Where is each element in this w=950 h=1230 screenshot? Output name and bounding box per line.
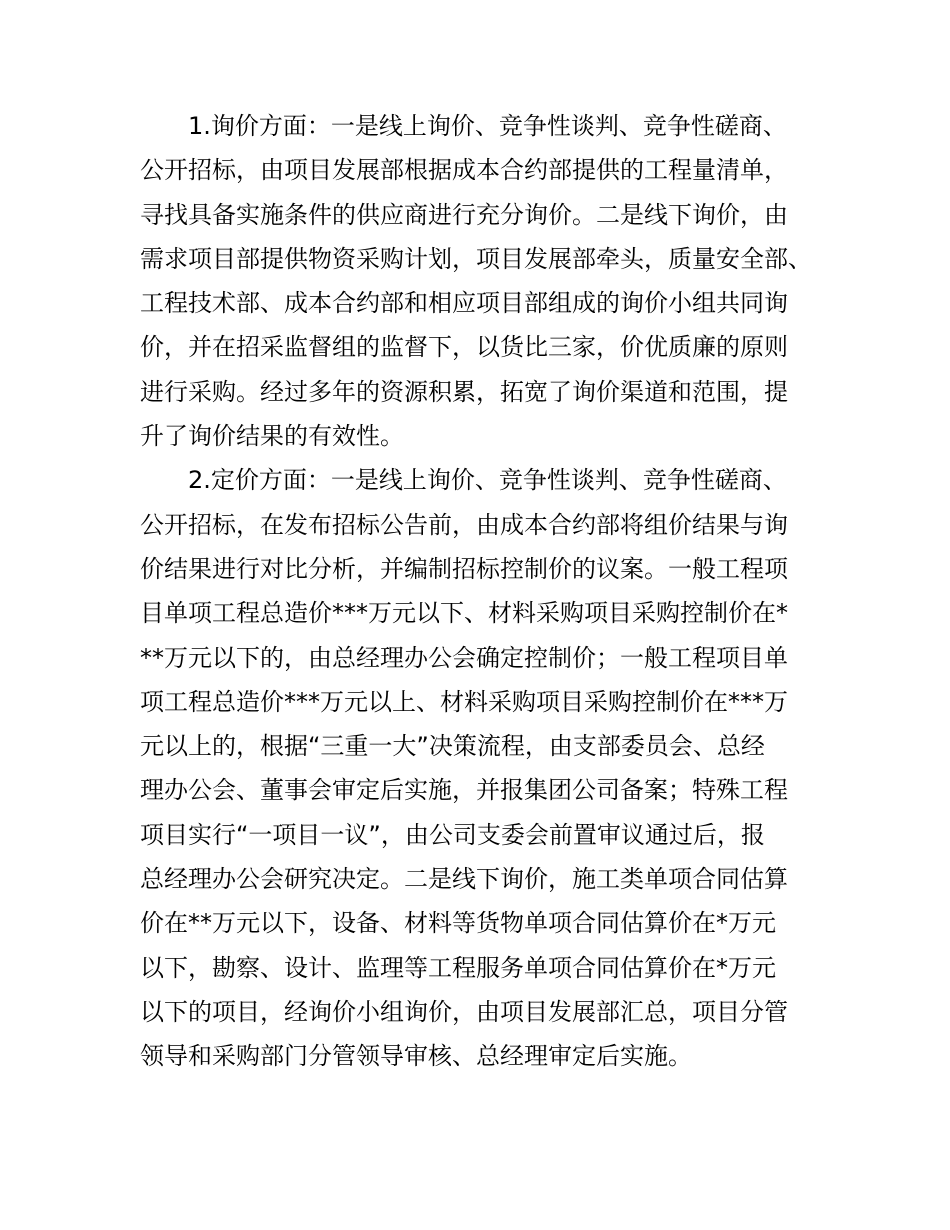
- text-line: 项工程总造价***万元以上、材料采购项目采购控制价在***万: [140, 687, 788, 716]
- text-line: 元以上的，根据“三重一大”决策流程，由支部委员会、总经: [140, 732, 765, 761]
- text-line: 价，并在招采监督组的监督下，以货比三家，价优质廉的原则: [140, 333, 788, 362]
- text-line: 1.询价方面：一是线上询价、竞争性谈判、竞争性磋商、: [188, 112, 787, 140]
- text-line: 目单项工程总造价***万元以下、材料采购项目采购控制价在*: [140, 599, 788, 628]
- text-line: 以下的项目，经询价小组询价，由项目发展部汇总，项目分管: [140, 997, 788, 1026]
- text-line: 公开招标，在发布招标公告前，由成本合约部将组价结果与询: [140, 510, 788, 539]
- text-line: 公开招标，由项目发展部根据成本合约部提供的工程量清单，: [140, 156, 788, 185]
- text-line: 2.定价方面：一是线上询价、竞争性谈判、竞争性磋商、: [188, 466, 787, 495]
- text-line: 工程技术部、成本合约部和相应项目部组成的询价小组共同询: [140, 289, 788, 318]
- text-line: 需求项目部提供物资采购计划，项目发展部牵头，质量安全部、: [140, 244, 812, 273]
- paragraph-pricing: [140, 458, 830, 1078]
- text-line: 理办公会、董事会审定后实施，并报集团公司备案；特殊工程: [140, 776, 788, 805]
- text-line: 项目实行“一项目一议”，由公司支委会前置审议通过后，报: [140, 820, 765, 849]
- document-body: [140, 104, 830, 1079]
- text-line: 以下，勘察、设计、监理等工程服务单项合同估算价在*万元: [140, 953, 776, 982]
- text-line: 寻找具备实施条件的供应商进行充分询价。二是线下询价，由: [140, 200, 788, 229]
- text-line: 价在**万元以下，设备、材料等货物单项合同估算价在*万元: [140, 909, 776, 938]
- text-line: 领导和采购部门分管领导审核、总经理审定后实施。: [140, 1042, 692, 1071]
- text-line: 价结果进行对比分析，并编制招标控制价的议案。一般工程项: [140, 554, 788, 583]
- text-line: **万元以下的，由总经理办公会确定控制价；一般工程项目单: [140, 643, 788, 672]
- text-line: 进行采购。经过多年的资源积累，拓宽了询价渠道和范围，提: [140, 377, 788, 406]
- text-line: 总经理办公会研究决定。二是线下询价，施工类单项合同估算: [140, 865, 788, 894]
- text-line: 升了询价结果的有效性。: [140, 422, 404, 451]
- paragraph-inquiry: [140, 104, 830, 458]
